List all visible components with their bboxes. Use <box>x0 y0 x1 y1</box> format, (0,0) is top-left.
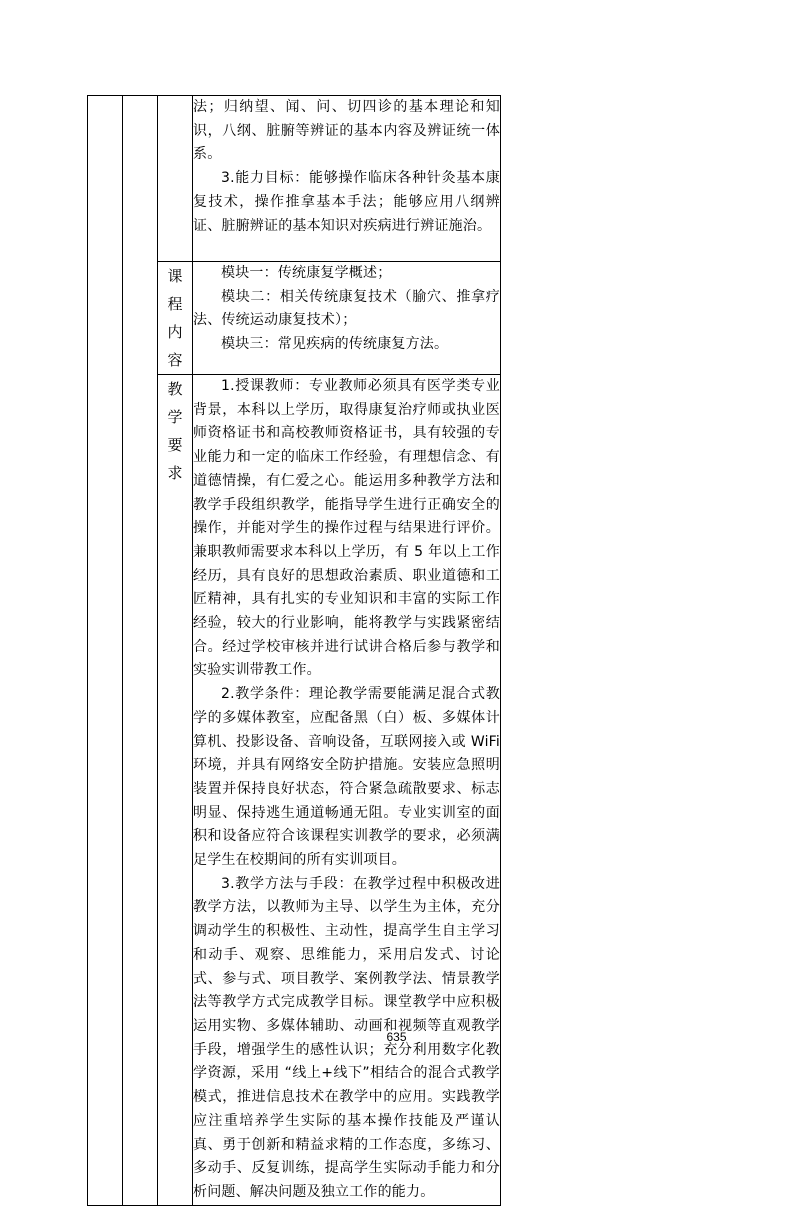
course-module-item: 模块一：传统康复学概述； <box>221 265 392 281</box>
objectives-row <box>88 96 501 262</box>
teaching-requirements-label: 教 学 要 求 <box>158 375 193 1206</box>
teaching-requirements-cell <box>193 375 501 1206</box>
course-content-cell <box>193 262 501 375</box>
objectives-paragraph: 3.能力目标：能够操作临床各种针灸基本康复技术，操作推拿基本手法；能够应用八纲辨证、脏腑辨证的基本知识对疾病进行辨证施治。 <box>193 170 500 234</box>
requirement-paragraph: 1.授课教师：专业教师必须具有医学类专业背景，本科以上学历，取得康复治疗师或执业医师资格证书和高校教师资格证书，具有较强的专业能力和一定的临床工作经验，有理想信念、有道德情操，有仁爱之心。能运用多种教学方法和教学手段组织教学，能指导学生进行正确安全的操作，并能对学生的操作过程与结果进行评价。兼职教师需要求本科以上学历，有 5 年以上工作经历，具有良好的思想政治素质、职业道德和工匠精神，具有扎实的专业知识和丰富的实际工作经验，较大的行业影响，能将教学与实践紧密结合。经过学校审核并进行试讲合格后参与教学和实验实训带教工作。 <box>193 378 500 679</box>
course-module-item: 模块二：相关传统康复技术（腧穴、推拿疗法、传统运动康复技术）； <box>193 288 500 329</box>
course-content-label: 课 程 内 容 <box>158 262 193 375</box>
objectives-label-cell <box>158 96 193 262</box>
course-module-item: 模块三：常见疾病的传统康复方法。 <box>221 336 449 353</box>
requirement-paragraph: 2.教学条件：理论教学需要能满足混合式教学的多媒体教室，应配备黑（白）板、多媒体计算机、投影设备、音响设备，互联网接入或 WiFi 环境，并具有网络安全防护措施。安装应急照明装置并保持良好状态，符合紧急疏散要求、标志明显、保持逃生通道畅通无阻。专业实训室的面积和设备应符合该课程实训教学的要求，必须满足学生在校期间的所有实训项目。 <box>193 686 500 869</box>
objectives-paragraph: 法；归纳望、闻、问、切四诊的基本理论和知识，八纲、脏腑等辨证的基本内容及辨证统一体系。 <box>193 99 500 163</box>
requirement-paragraph: 3.教学方法与手段：在教学过程中积极改进教学方法，以教师为主导、以学生为主体，充分调动学生的积极性、主动性，提高学生自主学习和动手、观察、思维能力，采用启发式、讨论式、参与式、项目教学、案例教学法、情景教学法等教学方式完成教学目标。课堂教学中应积极运用实物、多媒体辅助、动画和视频等直观教学手段，增强学生的感性认识；充分利用数字化教学资源，采用 “线上+线下”相结合的混合式教学模式，推进信息技术在教学中的应用。实践教学应注重培养学生实际的基本操作技能及严谨认真、勇于创新和精益求精的工作态度，多练习、多动手、反复训练，提高学生实际动手能力和分析问题、解决问题及独立工作的能力。 <box>193 875 500 1200</box>
page-number: 635 <box>386 1030 407 1044</box>
objectives-content-cell <box>193 96 501 262</box>
